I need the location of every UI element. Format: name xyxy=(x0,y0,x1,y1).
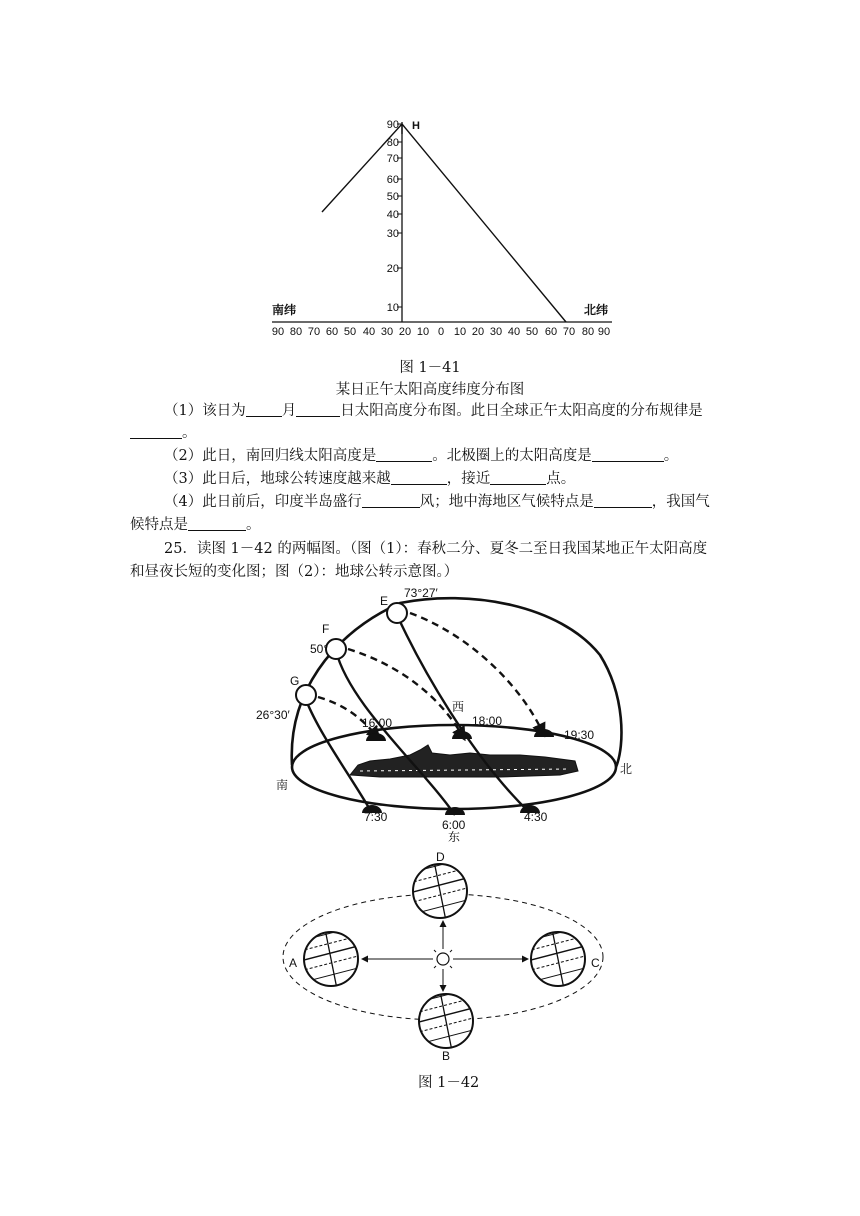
y-tick-label: 30 xyxy=(386,228,399,240)
x-tick-label: 50 xyxy=(525,326,539,338)
x-tick-label: 70 xyxy=(307,326,321,338)
x-tick-label: 60 xyxy=(544,326,558,338)
angle-f-label: 50° xyxy=(310,642,329,656)
x-tick-label: 20 xyxy=(471,326,485,338)
sun-g-label: G xyxy=(290,674,300,688)
figure-1-42-orbit-diagram xyxy=(0,845,860,1070)
question-1-line-1 xyxy=(164,400,703,422)
y-tick-label: 60 xyxy=(386,174,399,186)
sunset-time-label: 19:30 xyxy=(564,728,595,742)
question-text: 候特点是 xyxy=(130,517,188,533)
sun-f-label: F xyxy=(322,622,330,636)
earth-a-icon xyxy=(300,925,362,989)
south-label: 南 xyxy=(276,778,289,792)
answer-blank[interactable] xyxy=(391,470,447,485)
angle-e-label: 73°27′ xyxy=(404,586,438,600)
y-tick-label: 90 xyxy=(386,119,399,131)
question-25-line-2: 和昼夜长短的变化图；图（2）：地球公转示意图。） xyxy=(130,564,459,580)
x-tick-label: 40 xyxy=(362,326,376,338)
x-tick-label: 90 xyxy=(271,326,285,338)
question-text: （2）此日，南回归线太阳高度是 xyxy=(164,448,377,464)
sunset-time-label: 16:00 xyxy=(362,716,393,730)
y-tick-label: 40 xyxy=(386,209,399,221)
y-tick-label: 80 xyxy=(386,137,399,149)
sunset-time-label: 18:00 xyxy=(472,714,503,728)
sunrise-time-label: 4:30 xyxy=(524,810,548,824)
question-text: 。 xyxy=(182,425,197,441)
sun-e-label: E xyxy=(380,594,389,608)
sunset-marker xyxy=(452,731,472,739)
x-tick-label: 60 xyxy=(325,326,339,338)
north-label: 北 xyxy=(620,762,633,776)
question-text: 风；地中海地区气候特点是 xyxy=(419,494,594,510)
landscape-silhouette xyxy=(350,745,578,777)
question-text: ，接近 xyxy=(446,471,491,487)
sun-g-icon xyxy=(296,685,316,705)
question-text: （1）该日为 xyxy=(164,403,246,419)
question-text: 点。 xyxy=(546,471,576,487)
position-d-label: D xyxy=(436,850,445,864)
earth-c-icon xyxy=(527,925,589,989)
earth-d-icon xyxy=(409,857,471,921)
y-tick-label: 70 xyxy=(386,153,399,165)
x-tick-label: 0 xyxy=(437,326,445,338)
sunset-marker xyxy=(366,733,386,741)
answer-blank[interactable] xyxy=(362,493,420,508)
south-latitude-label: 南纬 xyxy=(272,303,297,317)
sun-icon xyxy=(430,946,456,972)
summer-sun-path xyxy=(397,615,530,813)
x-tick-label: 20 xyxy=(398,326,412,338)
answer-blank[interactable] xyxy=(246,402,282,417)
answer-blank[interactable] xyxy=(130,424,182,439)
answer-blank[interactable] xyxy=(594,493,652,508)
question-4-line-1 xyxy=(164,491,710,513)
answer-blank[interactable] xyxy=(490,470,546,485)
x-tick-label: 90 xyxy=(597,326,611,338)
position-c-label: C xyxy=(591,956,600,970)
question-text: 。北极圈上的太阳高度是 xyxy=(432,448,592,464)
figure-1-41-chart xyxy=(0,0,860,360)
figure-1-42-caption: 图 1－42 xyxy=(418,1075,480,1091)
x-tick-label: 80 xyxy=(289,326,303,338)
y-tick-label: 10 xyxy=(386,302,399,314)
position-a-label: A xyxy=(289,956,298,970)
x-tick-label: 30 xyxy=(380,326,394,338)
question-text: 。 xyxy=(246,517,261,533)
question-4-line-2 xyxy=(130,514,261,536)
figure-1-41-number: 图 1－41 xyxy=(399,360,461,376)
altitude-line xyxy=(322,124,566,322)
position-b-label: B xyxy=(442,1049,451,1063)
question-text: （3）此日后，地球公转速度越来越 xyxy=(164,471,391,487)
question-text: 日太阳高度分布图。此日全球正午太阳高度的分布规律是 xyxy=(340,403,703,419)
x-tick-label: 30 xyxy=(489,326,503,338)
x-tick-label: 10 xyxy=(453,326,467,338)
question-2 xyxy=(164,445,678,467)
answer-blank[interactable] xyxy=(296,402,340,417)
question-text: （4）此日前后，印度半岛盛行 xyxy=(164,494,362,510)
angle-g-label: 26°30′ xyxy=(256,708,290,722)
question-text: ，我国气 xyxy=(651,494,710,510)
question-3 xyxy=(164,468,575,490)
earth-b-icon xyxy=(415,987,477,1051)
question-1-line-2 xyxy=(130,422,197,444)
sun-f-icon xyxy=(326,639,346,659)
question-text: 月 xyxy=(281,403,297,419)
sun-e-icon xyxy=(387,603,407,623)
x-tick-label: 70 xyxy=(562,326,576,338)
x-tick-label: 80 xyxy=(581,326,595,338)
figure-1-41-title: 某日正午太阳高度纬度分布图 xyxy=(335,382,525,398)
answer-blank[interactable] xyxy=(188,516,246,531)
sunrise-time-label: 7:30 xyxy=(364,810,388,824)
figure-1-42-sun-path-diagram xyxy=(0,585,860,845)
x-tick-label: 40 xyxy=(507,326,521,338)
east-label: 东 xyxy=(448,830,461,844)
y-tick-label: 20 xyxy=(386,263,399,275)
north-latitude-label: 北纬 xyxy=(584,303,609,317)
question-text: 。 xyxy=(663,448,679,464)
x-tick-label: 50 xyxy=(343,326,357,338)
x-tick-label: 10 xyxy=(416,326,430,338)
peak-label: H xyxy=(412,120,420,132)
question-25-line-1: 25．读图 1－42 的两幅图。（图（1）：春秋二分、夏冬二至日我国某地正午太阳高度 xyxy=(164,541,708,557)
west-label: 西 xyxy=(452,700,465,714)
answer-blank[interactable] xyxy=(376,447,432,462)
y-tick-label: 50 xyxy=(386,191,399,203)
sunrise-time-label: 6:00 xyxy=(442,818,466,832)
answer-blank[interactable] xyxy=(592,447,664,462)
